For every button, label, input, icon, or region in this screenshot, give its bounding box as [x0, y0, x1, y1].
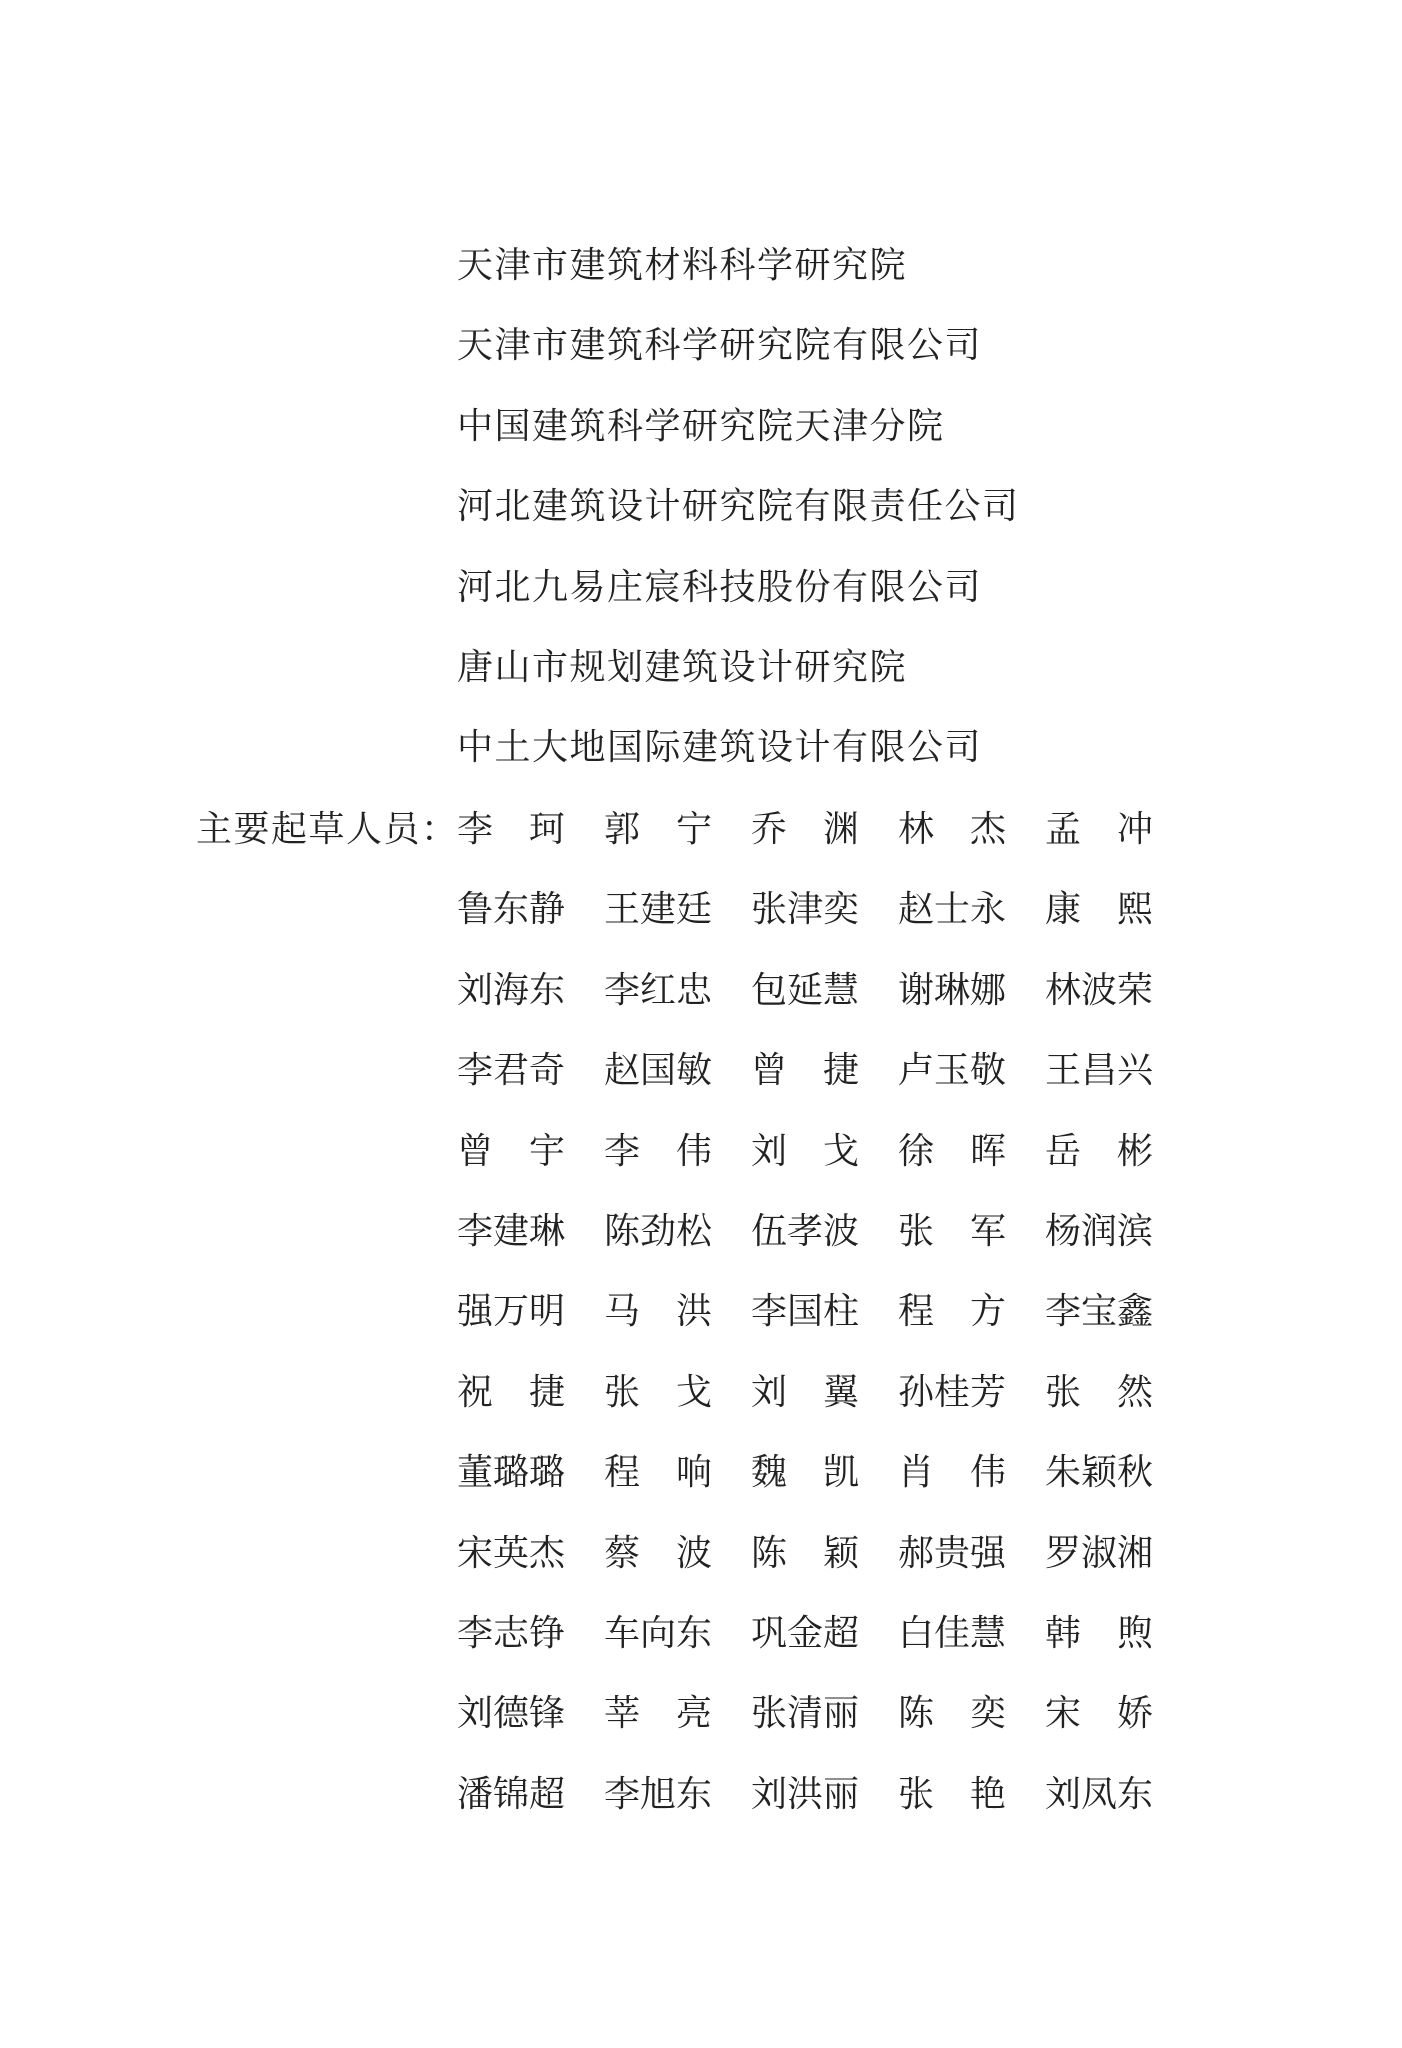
drafter-name: 陈 劲 松 — [604, 1210, 713, 1252]
drafters-row — [457, 1122, 1177, 1202]
drafter-name: 谢 琳 娜 — [898, 969, 1007, 1011]
organization-item: 河北九易庄宸科技股份有限公司 — [457, 566, 983, 608]
drafter-name: 李 红 忠 — [604, 969, 713, 1011]
drafter-name: 康 熙 — [1045, 889, 1153, 931]
drafter-name: 郝 贵 强 — [898, 1532, 1007, 1574]
drafter-name: 刘 洪 丽 — [751, 1773, 860, 1815]
drafter-name: 曾 捷 — [751, 1050, 859, 1092]
drafter-name: 车 向 东 — [604, 1612, 713, 1654]
drafters-row — [457, 1604, 1177, 1684]
drafters-row — [457, 800, 1177, 880]
drafter-name: 李 宝 鑫 — [1045, 1291, 1154, 1333]
organization-item: 河北建筑设计研究院有限责任公司 — [457, 486, 1020, 528]
drafter-name: 包 延 慧 — [751, 969, 860, 1011]
organization-item: 中国建筑科学研究院天津分院 — [457, 405, 945, 447]
drafter-name: 程 响 — [604, 1452, 712, 1494]
drafter-name: 曾 宇 — [457, 1130, 565, 1172]
drafter-name: 宋 英 杰 — [457, 1532, 566, 1574]
drafter-name: 杨 润 滨 — [1045, 1210, 1154, 1252]
drafter-name: 宋 娇 — [1045, 1693, 1153, 1735]
drafter-name: 李 建 琳 — [457, 1210, 566, 1252]
drafter-name: 巩 金 超 — [751, 1612, 860, 1654]
drafter-name: 马 洪 — [604, 1291, 712, 1333]
drafter-name: 王 建 廷 — [604, 889, 713, 931]
drafter-name: 张 津 奕 — [751, 889, 860, 931]
drafter-name: 李 珂 — [457, 809, 565, 850]
drafter-name: 刘 海 东 — [457, 969, 566, 1011]
drafter-name: 刘 戈 — [751, 1130, 859, 1172]
drafter-name: 张 军 — [898, 1210, 1006, 1252]
drafter-name: 陈 奕 — [898, 1693, 1006, 1735]
drafter-name: 林 波 荣 — [1045, 969, 1154, 1011]
drafter-name: 韩 煦 — [1045, 1612, 1153, 1654]
drafter-name: 伍 孝 波 — [751, 1210, 860, 1252]
drafters-name-grid — [457, 800, 1177, 1845]
drafter-name: 乔 渊 — [751, 809, 859, 850]
drafter-name: 强 万 明 — [457, 1291, 566, 1333]
drafter-name: 张 艳 — [898, 1773, 1006, 1815]
drafter-name: 蔡 波 — [604, 1532, 712, 1574]
drafter-name: 陈 颖 — [751, 1532, 859, 1574]
drafter-name: 刘 翼 — [751, 1371, 859, 1413]
drafter-name: 肖 伟 — [898, 1452, 1006, 1494]
organization-item: 中土大地国际建筑设计有限公司 — [457, 727, 983, 769]
drafters-label: 主要起草人员： — [196, 809, 459, 850]
drafter-name: 潘 锦 超 — [457, 1773, 566, 1815]
drafter-name: 岳 彬 — [1045, 1130, 1153, 1172]
drafters-row — [457, 1363, 1177, 1443]
drafter-name: 董 璐 璐 — [457, 1452, 566, 1494]
drafter-name: 卢 玉 敬 — [898, 1050, 1007, 1092]
organization-item: 天津市建筑科学研究院有限公司 — [457, 325, 983, 367]
drafter-name: 莘 亮 — [604, 1693, 712, 1735]
drafter-name: 朱 颖 秋 — [1045, 1452, 1154, 1494]
drafters-row — [457, 1282, 1177, 1362]
drafter-name: 李 旭 东 — [604, 1773, 713, 1815]
drafter-name: 赵 国 敏 — [604, 1050, 713, 1092]
drafters-row — [457, 1524, 1177, 1604]
drafter-name: 鲁 东 静 — [457, 889, 566, 931]
drafter-name: 刘 德 锋 — [457, 1693, 566, 1735]
drafter-name: 赵 士 永 — [898, 889, 1007, 931]
drafter-name: 魏 凯 — [751, 1452, 859, 1494]
drafter-name: 张 然 — [1045, 1371, 1153, 1413]
drafters-row — [457, 1202, 1177, 1282]
drafter-name: 李 伟 — [604, 1130, 712, 1172]
drafter-name: 孙 桂 芳 — [898, 1371, 1007, 1413]
drafter-name: 孟 冲 — [1045, 809, 1153, 850]
drafter-name: 李 君 奇 — [457, 1050, 566, 1092]
drafters-row — [457, 1684, 1177, 1764]
drafter-name: 林 杰 — [898, 809, 1006, 850]
organization-list — [457, 236, 1020, 799]
drafter-name: 程 方 — [898, 1291, 1006, 1333]
drafters-row — [457, 961, 1177, 1041]
drafters-row — [457, 880, 1177, 960]
drafter-name: 郭 宁 — [604, 809, 712, 850]
organization-item: 天津市建筑材料科学研究院 — [457, 245, 908, 286]
organization-item: 唐山市规划建筑设计研究院 — [457, 646, 908, 688]
drafters-row — [457, 1765, 1177, 1845]
drafter-name: 祝 捷 — [457, 1371, 565, 1413]
drafter-name: 刘 凤 东 — [1045, 1773, 1154, 1815]
drafter-name: 罗 淑 湘 — [1045, 1532, 1154, 1574]
drafters-row — [457, 1041, 1177, 1121]
drafter-name: 徐 晖 — [898, 1130, 1006, 1172]
drafter-name: 李 国 柱 — [751, 1291, 860, 1333]
drafter-name: 张 戈 — [604, 1371, 712, 1413]
drafter-name: 李 志 铮 — [457, 1612, 566, 1654]
drafter-name: 张 清 丽 — [751, 1693, 860, 1735]
drafter-name: 王 昌 兴 — [1045, 1050, 1154, 1092]
drafters-row — [457, 1443, 1177, 1523]
drafter-name: 白 佳 慧 — [898, 1612, 1007, 1654]
